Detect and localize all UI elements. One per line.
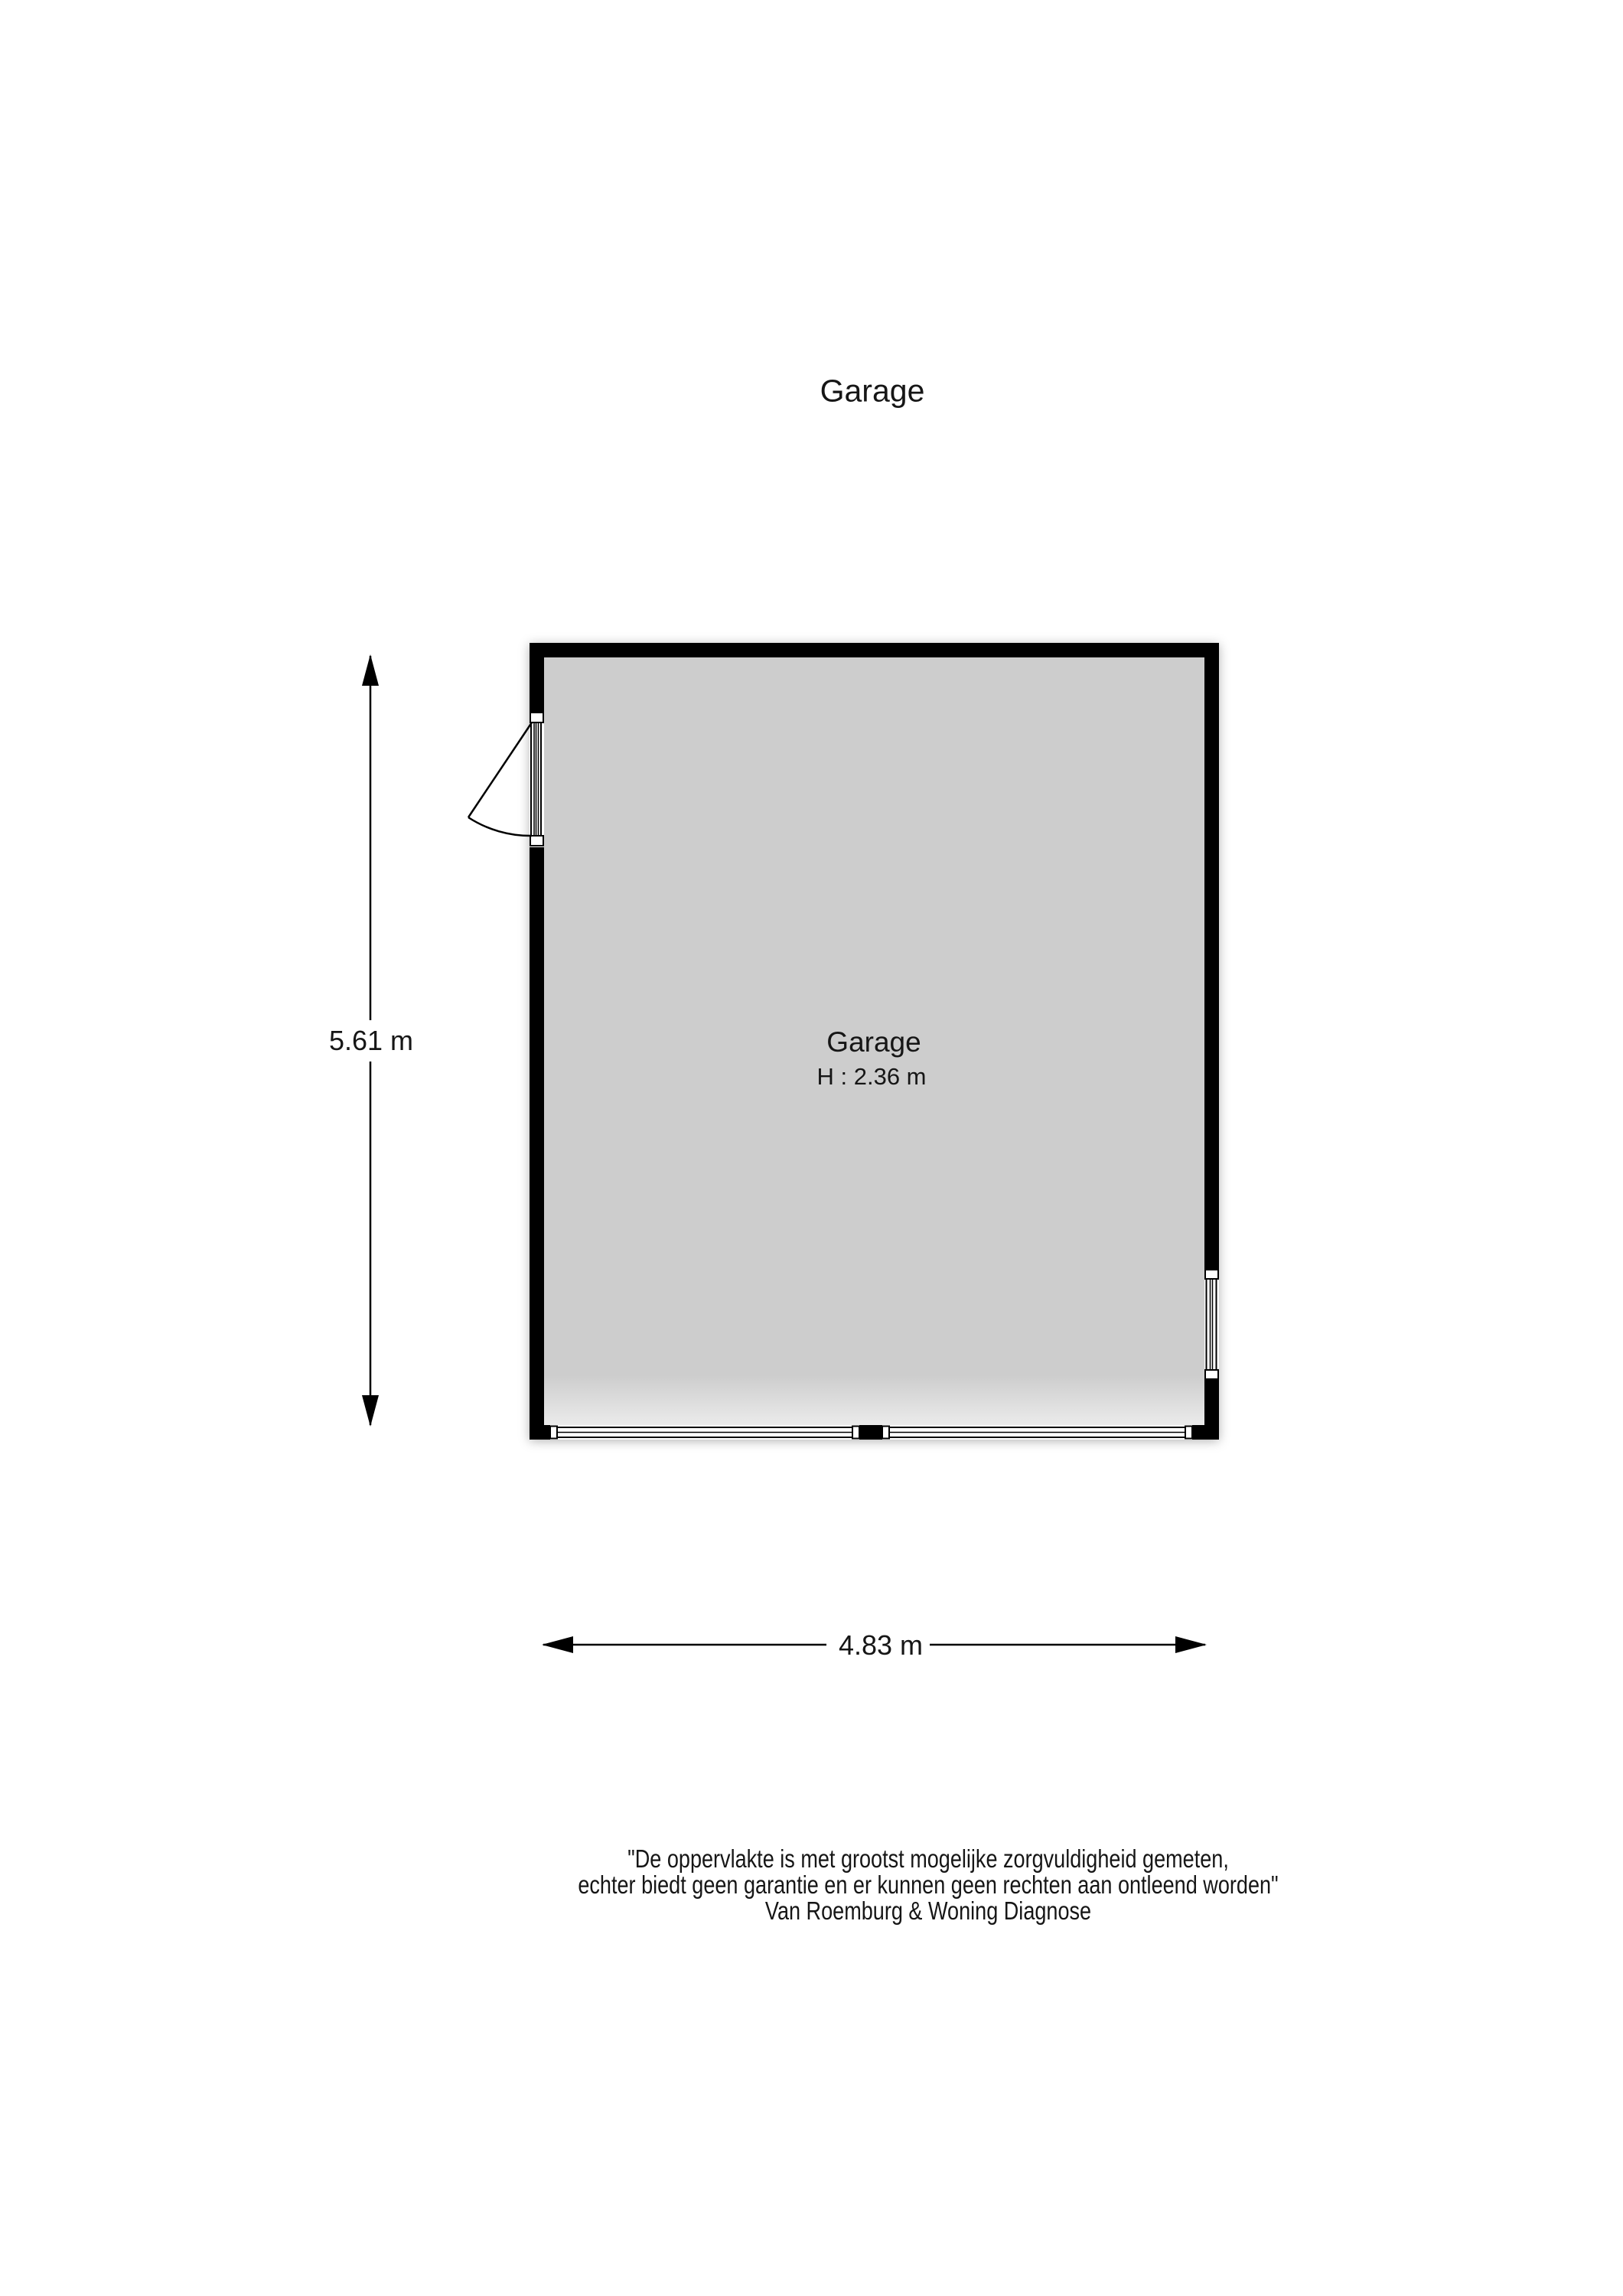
height-dimension-label: 5.61 m: [328, 1025, 414, 1056]
disclaimer-line-3: Van Roemburg & Woning Diagnose: [764, 1896, 1092, 1925]
disclaimer-line-1: "De oppervlakte is met grootst mogelijke zorgvuldigheid gemeten,: [627, 1844, 1229, 1873]
width-dimension-label: 4.83 m: [838, 1629, 924, 1661]
entry-door: [468, 712, 544, 847]
disclaimer-line-2: echter biedt geen garantie en er kunnen geen rechten aan ontleend worden": [578, 1870, 1279, 1899]
disclaimer: [578, 1846, 1278, 1924]
window-bottom-right: [882, 1425, 1192, 1440]
arrowhead-right-icon: [1175, 1636, 1207, 1653]
page-title: Garage: [820, 373, 925, 409]
window-right: [1204, 1269, 1219, 1379]
arrowhead-down-icon: [362, 1395, 379, 1427]
room-height-label: H : 2.36 m: [816, 1063, 927, 1090]
window-bottom-left: [550, 1425, 859, 1440]
room-floor-edge-fade: [544, 1375, 1204, 1425]
arrowhead-up-icon: [362, 654, 379, 686]
arrowhead-left-icon: [542, 1636, 573, 1653]
door-swing-arc: [468, 722, 532, 836]
room-label: Garage: [826, 1026, 921, 1058]
